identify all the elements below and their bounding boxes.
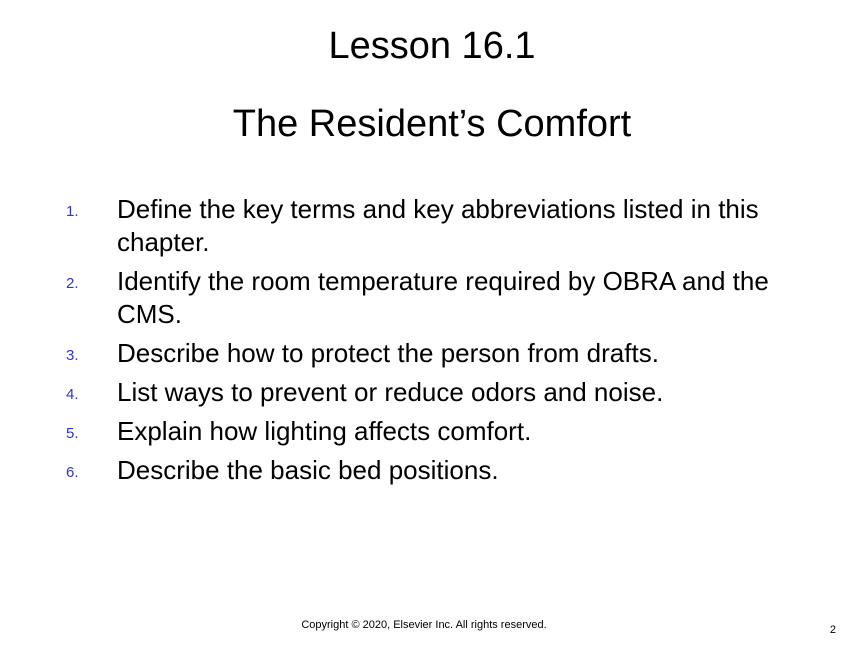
copyright-notice: Copyright © 2020, Elsevier Inc. All rights reserved. <box>301 619 547 631</box>
objective-item <box>66 193 806 259</box>
lesson-title: Lesson 16.1 <box>328 25 536 67</box>
objective-number: 6. <box>66 464 79 481</box>
objective-item <box>66 337 806 370</box>
objective-text: Define the key terms and key abbreviations listed in this chapter. <box>117 194 759 257</box>
objective-item <box>66 454 806 487</box>
objective-item <box>66 415 806 448</box>
objective-item <box>66 265 806 331</box>
lesson-subtitle: The Resident’s Comfort <box>232 103 632 145</box>
objective-number: 2. <box>66 275 79 292</box>
objective-number: 3. <box>66 347 79 364</box>
objective-number: 1. <box>66 203 79 220</box>
objective-text: Identify the room temperature required by OBRA and the CMS. <box>117 266 769 329</box>
objective-text: Explain how lighting affects comfort. <box>117 416 532 446</box>
objective-number: 4. <box>66 386 79 403</box>
objectives-list <box>66 193 806 493</box>
objective-item <box>66 376 806 409</box>
page-number: 2 <box>829 624 836 636</box>
objective-text: List ways to prevent or reduce odors and noise. <box>117 377 664 407</box>
objective-text: Describe how to protect the person from drafts. <box>117 338 659 368</box>
objective-number: 5. <box>66 425 79 442</box>
objective-text: Describe the basic bed positions. <box>117 455 499 485</box>
